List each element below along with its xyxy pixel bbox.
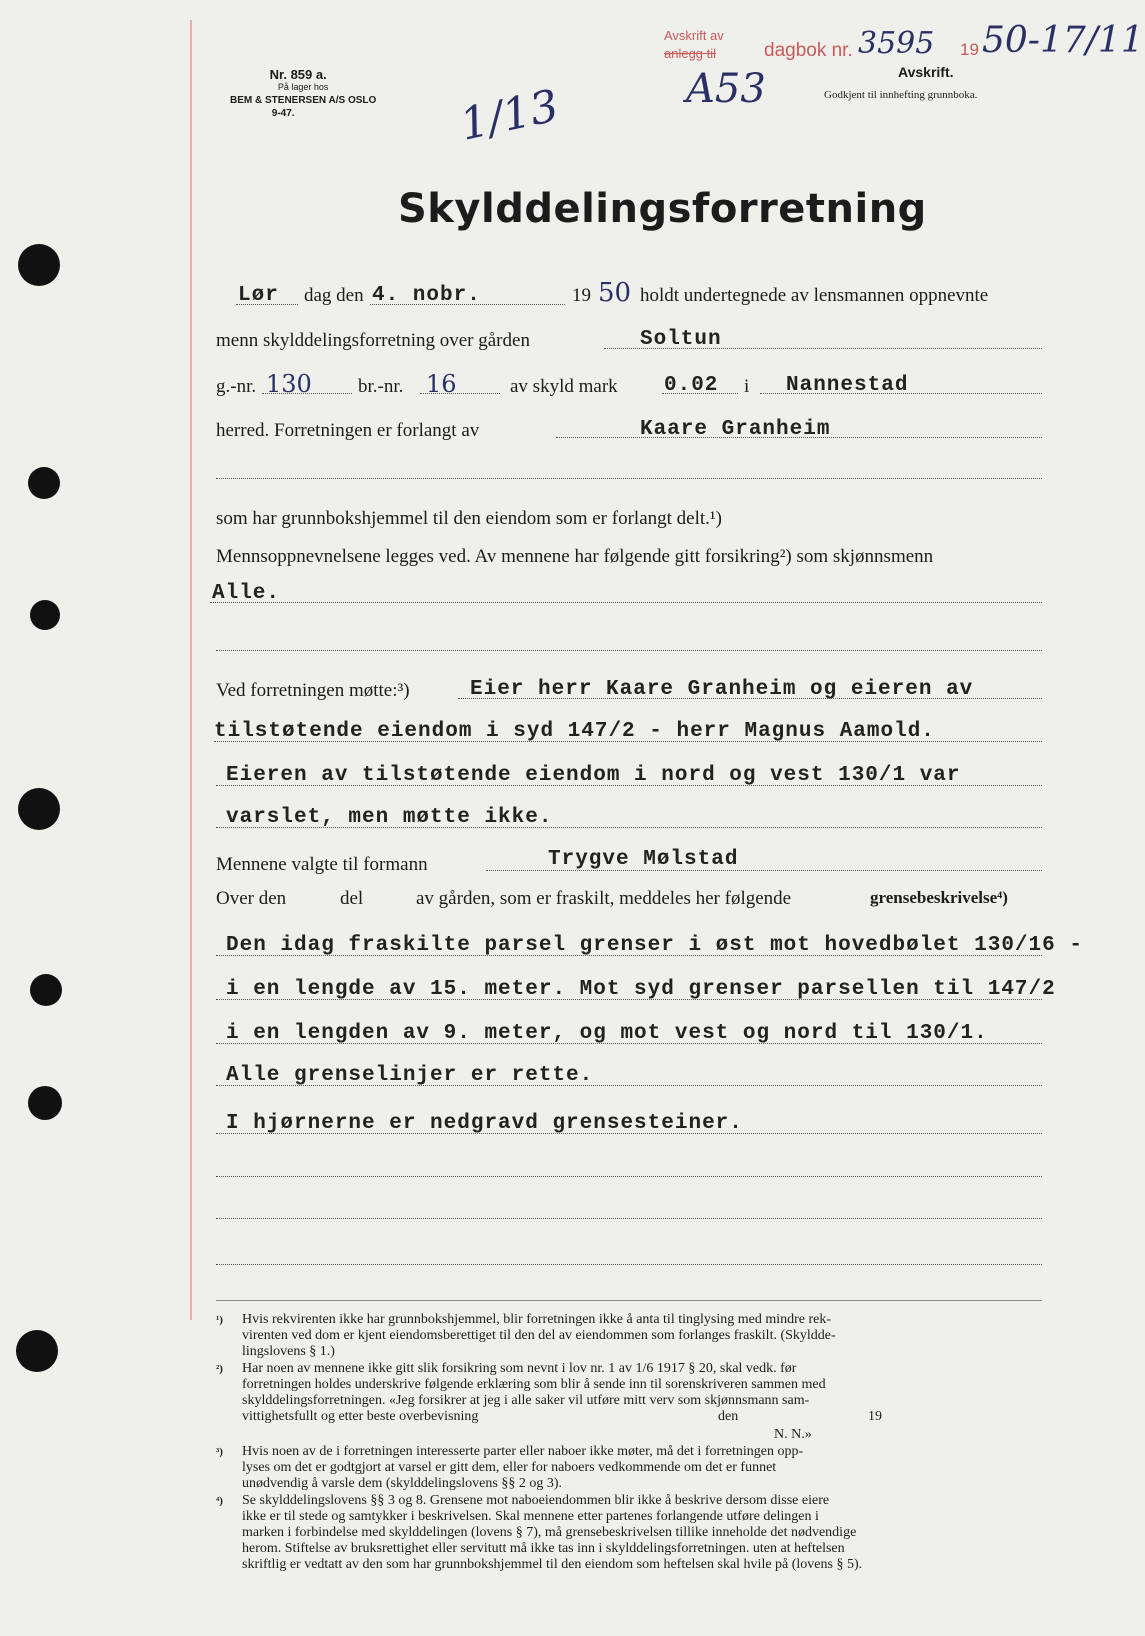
fill-line [216,785,1042,786]
footnote-4-line: herom. Stiftelse av bruksrettighet eller servitutt må ikke tas inn i skylddelingsforretningen. uten at heftelsen [242,1541,845,1556]
chairman-label: Mennene valgte til formann [216,854,428,875]
footnote-4-line: marken i forbindelse med skylddelingen (lovens § 7), må grensebeskrivelsen tillike inneholde det nødvendige [242,1525,857,1540]
fill-line [216,955,1042,956]
punch-hole [28,467,60,499]
municipality-name: Nannestad [786,374,909,397]
fill-line [216,999,1042,1000]
footnote-4-line: skriftlig er vedtatt av den som har grunnbokshjemmel til den eiendom som heftelsen skal hvile på (lovens § 5). [242,1557,863,1572]
attended-line-3: Eieren av tilstøtende eiendom i nord og vest 130/1 var [226,764,961,787]
blank-line [216,478,1042,479]
year-prefix: 19 [572,285,591,306]
line1-rest: holdt undertegnede av lensmannen oppnevnte [640,285,989,306]
footnote-2-sign: N. N.» [774,1427,812,1442]
gnr-value: 130 [266,370,312,398]
document-title: Skylddelingsforretning [398,186,927,232]
description-line-4: Alle grenselinjer er rette. [226,1064,594,1087]
over-rest: av gården, som er fraskilt, meddeles her følgende [416,888,792,909]
description-line-3: i en lengden av 9. meter, og mot vest og nord til 130/1. [226,1022,988,1045]
punch-hole [18,788,60,830]
footnote-2-line: vittighetsfullt og etter beste overbevisning [242,1409,479,1424]
fill-line [262,393,352,394]
fill-line [420,393,500,394]
gnr-label: g.-nr. [216,376,257,397]
fill-line [662,393,738,394]
punch-hole [18,244,60,286]
fill-line [370,304,565,305]
publisher-name: BEM & STENERSEN A/S OSLO [230,95,377,106]
footnote-divider [216,1300,1042,1301]
fill-line [458,698,1042,699]
farm-label: menn skylddelingsforretning over gården [216,330,530,351]
footnote-2-mark: ²) [216,1363,223,1375]
footnote-2-line: Har noen av mennene ikke gitt slik forsikring som nevnt i lov nr. 1 av 1/6 1917 § 20, skal vedk. før [242,1361,797,1376]
blank-line [216,1218,1042,1219]
requester-name: Kaare Granheim [640,418,831,441]
footnote-2-den: den [718,1409,739,1424]
sold-by-line: På lager hos [277,82,329,92]
description-line-1: Den idag fraskilte parsel grenser i øst mot hovedbølet 130/16 - [226,934,1083,957]
skyld-label: av skyld mark [510,376,618,397]
date-value: 4. nobr. [372,284,481,307]
print-date-code: 9-47. [271,108,295,119]
bnr-label: br.-nr. [358,376,404,397]
description-line-5: I hjørnerne er nedgravd grensesteiner. [226,1112,743,1135]
weekday: Lør [238,284,279,307]
bnr-value: 16 [426,370,457,398]
requested-by-label: herred. Forretningen er forlangt av [216,420,480,441]
chairman-name: Trygve Mølstad [548,848,739,871]
fill-line [556,437,1042,438]
footnote-1-mark: ¹) [216,1314,223,1326]
over-den: Over den [216,888,287,909]
punch-hole [16,1330,58,1372]
reference-handwritten: A53 [686,66,766,112]
fill-line [216,827,1042,828]
footnote-3-line: Hvis noen av de i forretningen interesserte parter eller naboer ikke møter, må det i forretningen opp- [242,1444,804,1459]
farm-name: Soltun [640,328,722,351]
fill-line [760,393,1042,394]
footnote-1-line: Hvis rekvirenten ikke har grunnbokshjemmel, blir forretningen ikke å anta til tinglysing med mindre rek- [242,1312,832,1327]
attended-line-4: varslet, men møtte ikke. [226,806,553,829]
fill-line [236,304,298,305]
attended-line-2: tilstøtende eiendom i syd 147/2 - herr Magnus Aamold. [214,720,935,743]
fill-line [210,602,1042,603]
year-value: 50 [598,278,632,308]
footnote-3-mark: ³) [216,1446,223,1458]
footnote-1-line: lingslovens § 1.) [242,1344,335,1359]
fill-line [486,870,1042,871]
dagbok-year-date: 50-17/11 [982,20,1144,61]
skyld-value: 0.02 [664,374,719,397]
appointment-statement: Mennsoppnevnelsene legges ved. Av mennene har følgende gitt forsikring²) som skjønnsmenn [216,546,934,567]
description-line-2: i en lengde av 15. meter. Mot syd grenser parsellen til 147/2 [226,978,1056,1001]
stamp-copy-of: Avskrift av [664,28,724,43]
blank-line [216,650,1042,651]
municipality-i: i [744,376,750,397]
footnote-4-line: ikke er til stede og samtykker i beskrivelsen. Skal mennene etter partenes forlangende utføre delingen i [242,1509,819,1524]
fill-line [216,1085,1042,1086]
form-number: Nr. 859 a. [269,67,327,82]
fill-line [216,1043,1042,1044]
stamp-annex: anlegg til [664,46,717,61]
footnote-2-line: skylddelingsforretningen. «Jeg forsikrer at jeg i alle saker vil utføre mitt verv som skjønnsmann sam- [242,1393,810,1408]
blank-line [216,1176,1042,1177]
punch-hole [30,600,60,630]
approved-text: Godkjent til innhefting grunnboka. [824,89,978,101]
blank-line [216,1264,1042,1265]
fill-line [216,1133,1042,1134]
footnote-1 [242,1312,836,1360]
red-margin-line [190,20,192,1320]
stamp-dagbok-label: dagbok nr. [764,40,853,61]
copy-heading: Avskrift. [898,64,954,80]
over-del: del [340,888,364,909]
footnote-2-line: forretningen holdes underskrive følgende erklæring som blir å sende inn til sorenskriveren sammen med [242,1377,826,1392]
punch-hole [30,974,62,1006]
attended-label: Ved forretningen møtte:³) [216,680,410,701]
grunnbok-statement: som har grunnbokshjemmel til den eiendom som er forlangt delt.¹) [216,508,722,529]
dagbok-number: 3595 [858,26,935,61]
sworn-persons: Alle. [212,582,281,605]
footnote-4-line: Se skylddelingslovens §§ 3 og 8. Grensene mot naboeiendommen blir ikke å beskrive dersom disse eiere [242,1493,830,1508]
punch-hole [28,1086,62,1120]
stamp-year-prefix: 19 [960,40,979,59]
footnote-3-line: unødvendig å varsle dem (skylddelingslovens §§ 2 og 3). [242,1476,563,1491]
footnote-2-year: 19 [868,1409,882,1424]
fill-line [214,741,1042,742]
footnote-4-mark: ⁴) [216,1495,223,1507]
footnote-4 [242,1493,862,1573]
boundary-description-heading: grensebeskrivelse⁴) [870,888,1008,907]
footnote-3-line: lyses om det er godtgjort at varsel er gitt dem, eller for naboers vedkommende om det er funnet [242,1460,777,1475]
footnote-3 [242,1444,803,1492]
footnote-1-line: virenten ved dom er kjent eiendomsberettiget til den del av eiendommen som forlanges fraskilt. (Skyldde- [242,1328,836,1343]
attended-line-1: Eier herr Kaare Granheim og eieren av [470,678,974,701]
day-label: dag den [304,285,364,306]
fill-line [604,348,1042,349]
printer-imprint [230,68,376,120]
margin-note: 1/13 [455,80,564,151]
